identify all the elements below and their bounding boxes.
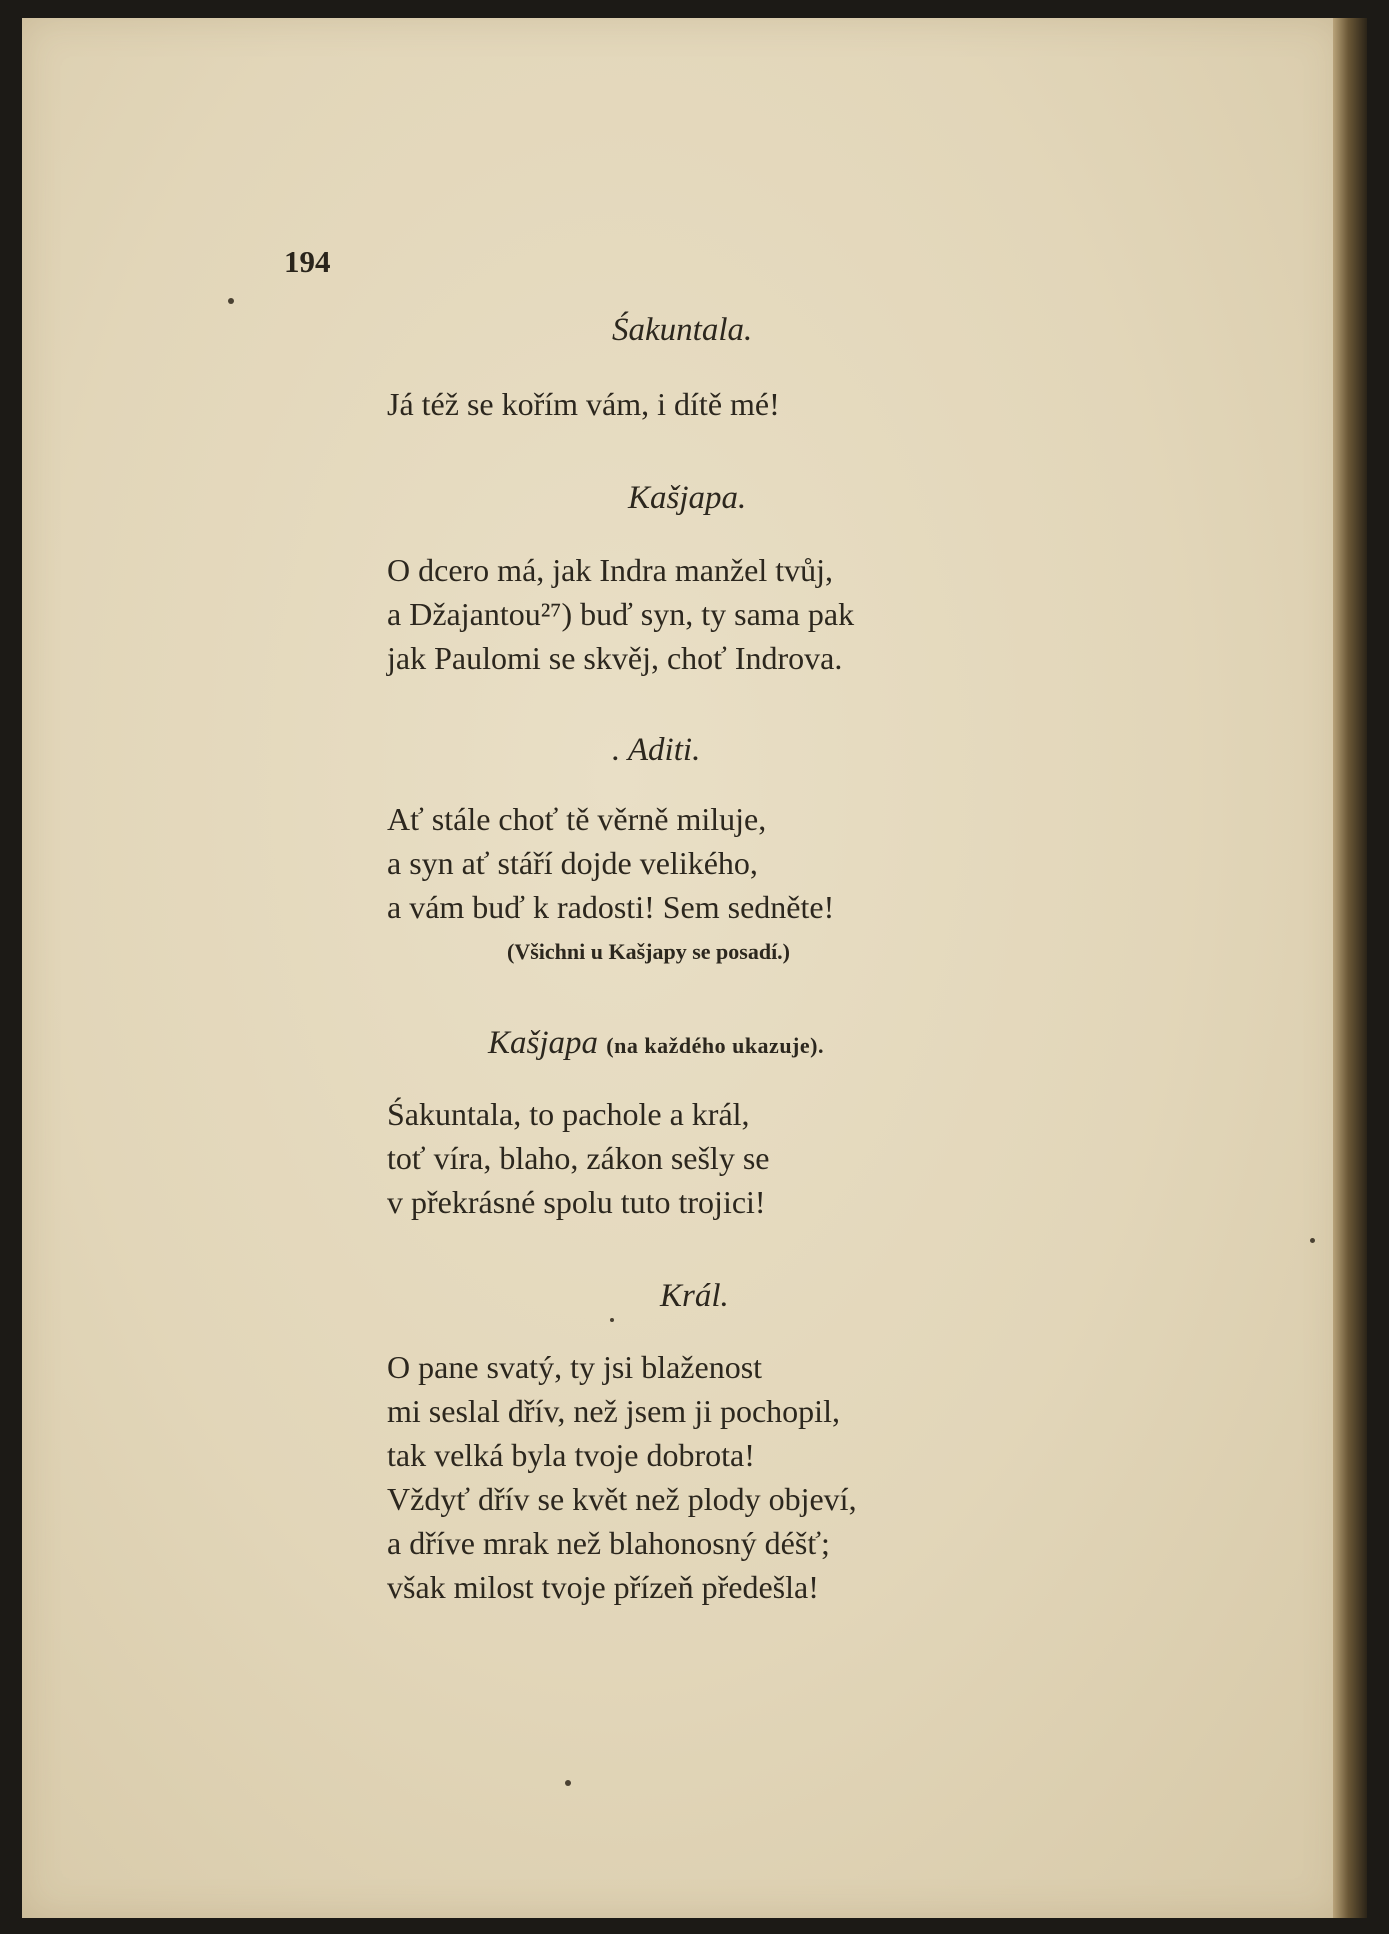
verse-line: Já též se kořím vám, i dítě mé!: [387, 386, 780, 422]
speaker-name: Kašjapa.: [628, 480, 747, 516]
verse-line: Vždyť dřív se květ než plody objeví,: [387, 1481, 857, 1517]
verse-block: [387, 1345, 857, 1609]
verse-line: však milost tvoje přízeň předešla!: [387, 1569, 819, 1605]
verse-line: O dcero má, jak Indra manžel tvůj,: [387, 552, 834, 588]
verse-line: toť víra, blaho, zákon sešly se: [387, 1140, 770, 1176]
page-edge-shadow: [1333, 18, 1367, 1918]
verse-line: Ať stále choť tě věrně miluje,: [387, 801, 767, 837]
ink-speck: [610, 1318, 614, 1322]
stage-direction: (Všichni u Kašjapy se posadí.): [507, 939, 791, 964]
book-page: [22, 18, 1342, 1918]
speaker-line: [488, 1025, 824, 1062]
verse-block: [387, 382, 780, 426]
verse-line: a vám buď k radosti! Sem sedněte!: [387, 889, 835, 925]
verse-line: Śakuntala, to pachole a král,: [387, 1096, 750, 1132]
page-number: 194: [284, 244, 331, 279]
stage-direction: (na každého ukazuje).: [606, 1033, 824, 1058]
speaker-name: Śakuntala.: [612, 312, 753, 348]
ink-speck: [228, 298, 234, 304]
verse-line: mi seslal dřív, než jsem ji pochopil,: [387, 1393, 840, 1429]
verse-line: a syn ať stáří dojde velikého,: [387, 845, 758, 881]
verse-block: [387, 797, 834, 929]
speaker-name: Kašjapa: [488, 1025, 599, 1061]
verse-line: v překrásné spolu tuto trojici!: [387, 1184, 766, 1220]
speaker-name: . Aditi.: [612, 732, 701, 768]
verse-block: [387, 1092, 769, 1224]
speaker-name: Král.: [660, 1278, 729, 1314]
verse-block: [387, 548, 854, 680]
verse-line: jak Paulomi se skvěj, choť Indrova.: [387, 640, 843, 676]
ink-speck: [1310, 1238, 1315, 1243]
ink-speck: [565, 1780, 571, 1786]
verse-line: O pane svatý, ty jsi blaženost: [387, 1349, 763, 1385]
verse-line: a Džajantou²⁷) buď syn, ty sama pak: [387, 596, 855, 632]
verse-line: a dříve mrak než blahonosný déšť;: [387, 1525, 830, 1561]
verse-line: tak velká byla tvoje dobrota!: [387, 1437, 755, 1473]
